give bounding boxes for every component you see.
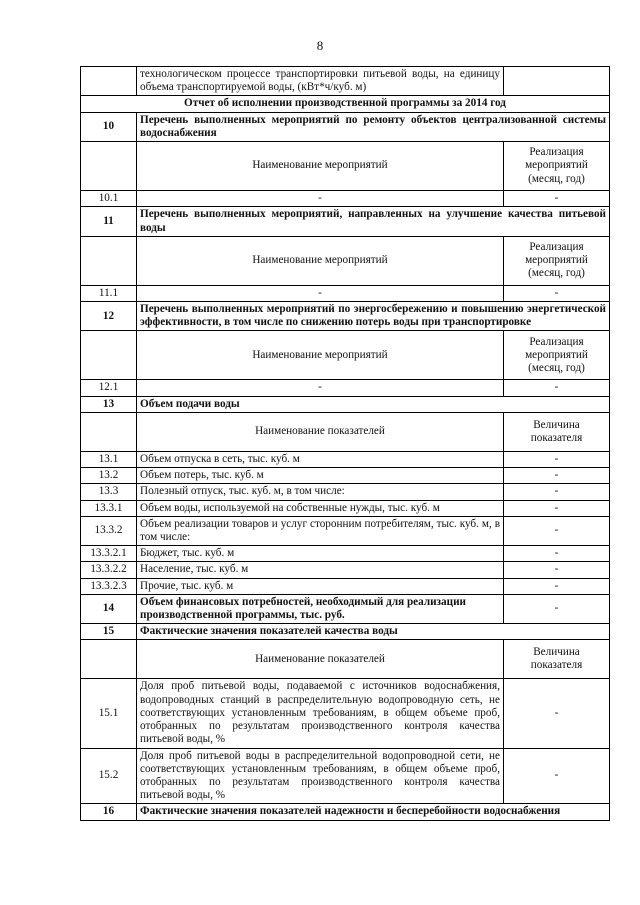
row-number: 13.3.2.2 <box>81 562 137 578</box>
row-number: 11.1 <box>81 285 137 301</box>
table-row <box>81 468 610 484</box>
section-header-row <box>81 301 610 330</box>
section-title: Перечень выполненных мероприятий по ремонту объектов централизованной системы водоснабжения <box>137 112 610 141</box>
table-row <box>81 516 610 545</box>
row-value: - <box>504 191 610 207</box>
row-name: Бюджет, тыс. куб. м <box>137 546 504 562</box>
table-row <box>81 546 610 562</box>
empty-cell <box>81 142 137 191</box>
row-name: - <box>137 380 504 396</box>
section-header-row <box>81 804 610 820</box>
table-row <box>81 679 610 748</box>
program-report-table <box>80 66 610 821</box>
section-number: 10 <box>81 112 137 141</box>
empty-cell <box>81 331 137 380</box>
section-header-row <box>81 207 610 236</box>
row-name: Объем отпуска в сеть, тыс. куб. м <box>137 451 504 467</box>
row-name: Население, тыс. куб. м <box>137 562 504 578</box>
row-name: Доля проб питьевой воды, подаваемой с источников водоснабжения, водопроводных станций в распределительную водопроводную сеть, не соответствующих установленным требованиям, в общем объеме проб, отобранных по результатам производственного контроля качества питьевой воды, % <box>137 679 504 748</box>
row-name: Объем воды, используемой на собственные нужды, тыс. куб. м <box>137 500 504 516</box>
column-header-name: Наименование мероприятий <box>137 236 504 285</box>
row-value: - <box>504 594 610 623</box>
row-value: - <box>504 546 610 562</box>
row-number: 13.3.2.1 <box>81 546 137 562</box>
table-row <box>81 451 610 467</box>
column-header-row <box>81 331 610 380</box>
row-number: 13.3.1 <box>81 500 137 516</box>
section-number: 12 <box>81 301 137 330</box>
row-number: 13.3.2.3 <box>81 578 137 594</box>
empty-cell <box>81 412 137 451</box>
row-value: - <box>504 500 610 516</box>
row-value: - <box>504 562 610 578</box>
column-header-name: Наименование мероприятий <box>137 331 504 380</box>
row-name: Объем потерь, тыс. куб. м <box>137 468 504 484</box>
column-header-value: Величина показателя <box>504 412 610 451</box>
row-name: Объем реализации товаров и услуг сторонним потребителям, тыс. куб. м, в том числе: <box>137 516 504 545</box>
cell-text: технологическом процессе транспортировки питьевой воды, на единицу объема транспортируемой воды, (кВт*ч/куб. м) <box>137 67 504 96</box>
row-value: - <box>504 748 610 804</box>
row-value: - <box>504 578 610 594</box>
column-header-name: Наименование показателей <box>137 640 504 679</box>
section-title: Фактические значения показателей надежности и бесперебойности водоснабжения <box>137 804 610 820</box>
section-title: Перечень выполненных мероприятий, направленных на улучшение качества питьевой воды <box>137 207 610 236</box>
row-number: 13.3 <box>81 484 137 500</box>
empty-cell <box>81 67 137 96</box>
column-header-name: Наименование мероприятий <box>137 142 504 191</box>
row-number: 13.2 <box>81 468 137 484</box>
row-name: Доля проб питьевой воды в распределительной водопроводной сети, не соответствующих установленным требованиям, в общем объеме проб, отобранных по результатам производственного контроля качества питьевой воды, % <box>137 748 504 804</box>
row-number: 15.2 <box>81 748 137 804</box>
column-header-value: Величина показателя <box>504 640 610 679</box>
section-number: 15 <box>81 624 137 640</box>
row-number: 13.1 <box>81 451 137 467</box>
row-number: 10.1 <box>81 191 137 207</box>
section-header-row <box>81 112 610 141</box>
section-title: Объем финансовых потребностей, необходимый для реализации производственной программы, тыс. руб. <box>137 594 504 623</box>
row-name: - <box>137 285 504 301</box>
column-header-row <box>81 412 610 451</box>
table-row <box>81 380 610 396</box>
section-number: 16 <box>81 804 137 820</box>
table-row <box>81 748 610 804</box>
table-row <box>81 67 610 96</box>
table-row <box>81 562 610 578</box>
row-value: - <box>504 484 610 500</box>
column-header-name: Наименование показателей <box>137 412 504 451</box>
row-number: 12.1 <box>81 380 137 396</box>
empty-cell <box>81 640 137 679</box>
section-header-row <box>81 396 610 412</box>
column-header-implementation: Реализация мероприятий (месяц, год) <box>504 331 610 380</box>
column-header-row <box>81 142 610 191</box>
section-title: Объем подачи воды <box>137 396 610 412</box>
section-title: Фактические значения показателей качества воды <box>137 624 610 640</box>
section-number: 14 <box>81 594 137 623</box>
section-header-row <box>81 594 610 623</box>
table-row <box>81 578 610 594</box>
row-number: 13.3.2 <box>81 516 137 545</box>
table-row <box>81 500 610 516</box>
row-number: 15.1 <box>81 679 137 748</box>
section-number: 11 <box>81 207 137 236</box>
column-header-implementation: Реализация мероприятий (месяц, год) <box>504 236 610 285</box>
report-title: Отчет об исполнении производственной программы за 2014 год <box>81 96 610 112</box>
row-name: Полезный отпуск, тыс. куб. м, в том числе: <box>137 484 504 500</box>
row-value: - <box>504 380 610 396</box>
row-value: - <box>504 516 610 545</box>
row-value: - <box>504 451 610 467</box>
row-name: Прочие, тыс. куб. м <box>137 578 504 594</box>
table-row <box>81 191 610 207</box>
column-header-row <box>81 640 610 679</box>
empty-cell <box>81 236 137 285</box>
row-name: - <box>137 191 504 207</box>
report-title-row <box>81 96 610 112</box>
row-value: - <box>504 679 610 748</box>
section-title: Перечень выполненных мероприятий по энергосбережению и повышению энергетической эффективности, в том числе по снижению потерь воды при транспортировке <box>137 301 610 330</box>
column-header-implementation: Реализация мероприятий (месяц, год) <box>504 142 610 191</box>
column-header-row <box>81 236 610 285</box>
row-value: - <box>504 285 610 301</box>
row-value: - <box>504 468 610 484</box>
table-row <box>81 484 610 500</box>
table-row <box>81 285 610 301</box>
empty-cell <box>504 67 610 96</box>
section-header-row <box>81 624 610 640</box>
section-number: 13 <box>81 396 137 412</box>
page-number: 8 <box>316 38 324 53</box>
